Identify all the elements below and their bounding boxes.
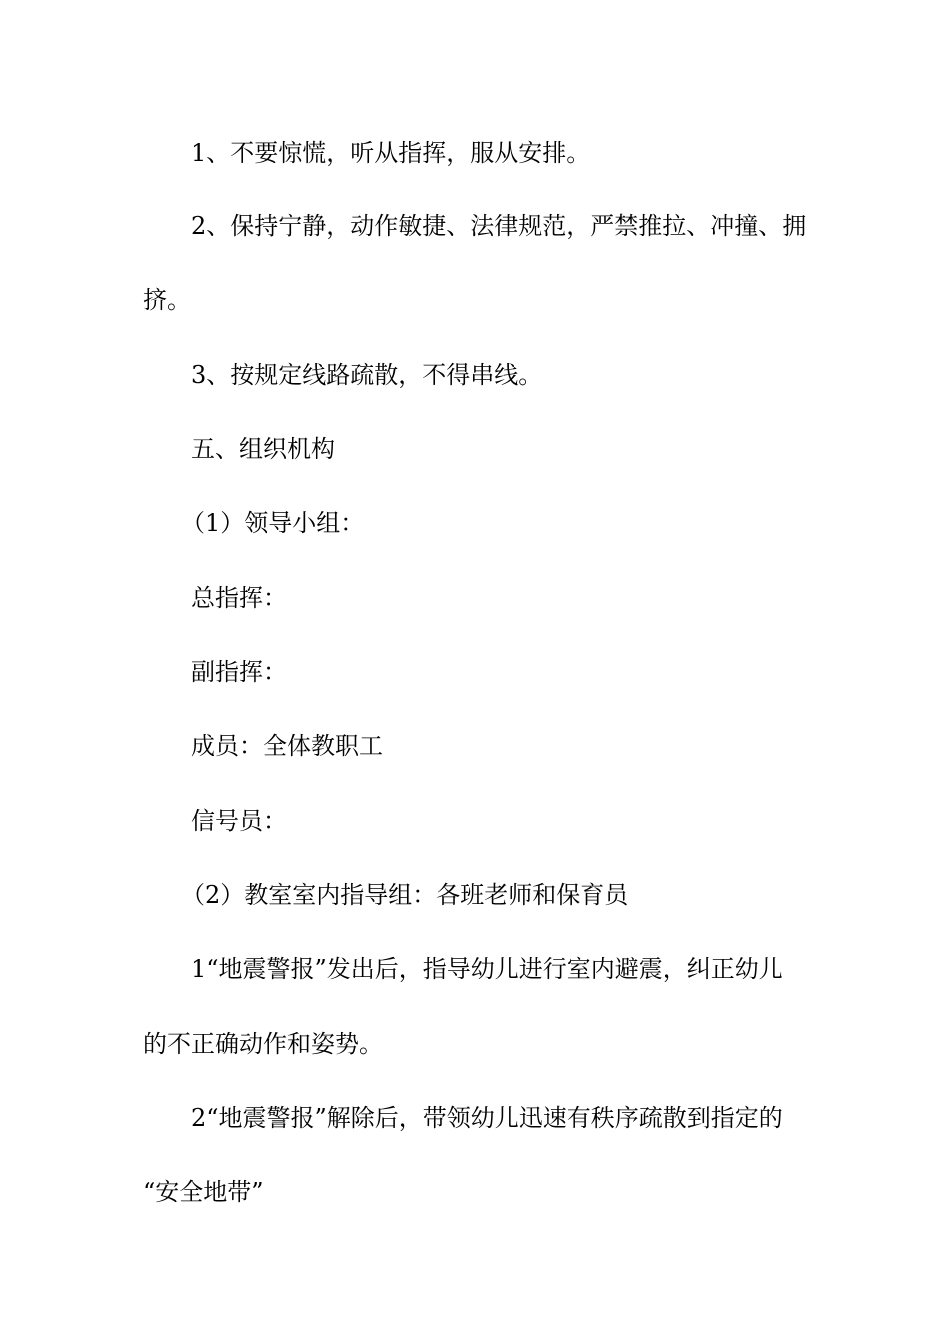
text-line-8: 副指挥： [191,658,287,686]
section-heading: 五、组织机构 [191,435,335,463]
text-line-1: 1、不要惊慌，听从指挥，服从安排。 [191,139,591,167]
text-line-10: 信号员： [191,807,287,835]
text-line-2: 2、保持宁静，动作敏捷、法律规范，严禁推拉、冲撞、拥 [191,212,807,240]
subsection-heading-1: （1）领导小组： [181,509,365,537]
text-line-13: 的不正确动作和姿势。 [143,1030,383,1058]
text-line-3: 挤。 [143,286,191,314]
text-line-9: 成员：全体教职工 [191,732,383,760]
text-line-15: “安全地带” [143,1178,264,1206]
text-line-12: 1“地震警报”发出后，指导幼儿进行室内避震，纠正幼儿 [191,955,783,983]
text-line-14: 2“地震警报”解除后，带领幼儿迅速有秩序疏散到指定的 [191,1104,783,1132]
text-line-4: 3、按规定线路疏散，不得串线。 [191,361,543,389]
text-line-7: 总指挥： [191,584,287,612]
subsection-heading-2: （2）教室室内指导组：各班老师和保育员 [181,881,629,909]
